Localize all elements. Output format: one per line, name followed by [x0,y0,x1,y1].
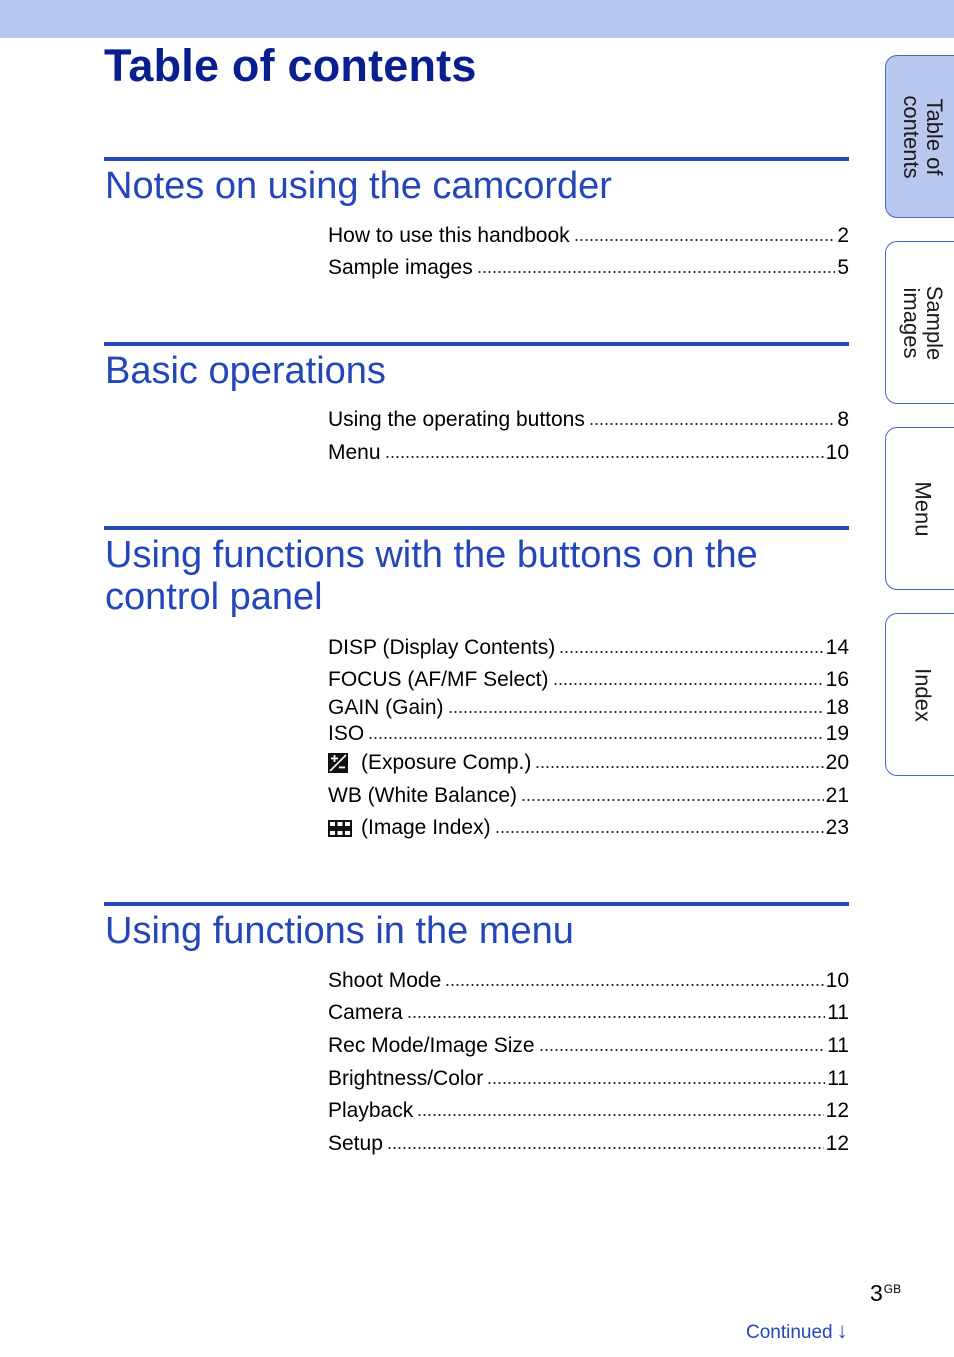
page-ref: 11 [827,1001,849,1024]
page-ref: 23 [825,816,849,839]
leader-dots [477,265,836,275]
down-arrow-icon: ↓ [836,1318,848,1343]
leader-dots [385,450,824,460]
section-rule [104,526,849,530]
leader-dots [407,1010,825,1020]
section-rule [104,342,849,346]
toc-entry-operating-buttons[interactable]: Using the operating buttons 8 [328,408,849,431]
leader-dots [521,793,824,803]
leader-dots [495,825,824,835]
page-ref: 12 [825,1099,849,1122]
page-ref: 12 [825,1132,849,1155]
section-heading: Basic operations [105,350,386,392]
leader-dots [539,1043,826,1053]
image-index-icon [328,820,352,837]
page-ref: 2 [837,224,849,247]
leader-dots [535,760,823,770]
toc-entry-menu[interactable]: Menu 10 [328,441,849,464]
toc-entry-rec-mode[interactable]: Rec Mode/Image Size 11 [328,1034,849,1057]
leader-dots [574,233,836,243]
toc-entry-focus[interactable]: FOCUS (AF/MF Select) 16 [328,668,849,691]
toc-entry-shoot-mode[interactable]: Shoot Mode 10 [328,969,849,992]
section-notes [104,157,849,207]
continued-link[interactable]: Continued ↓ [746,1318,848,1343]
toc-entry-image-index[interactable]: (Image Index) 23 [328,814,849,840]
tab-index[interactable]: Index [885,613,954,776]
section-rule [104,902,849,906]
toc-entry-setup[interactable]: Setup 12 [328,1132,849,1155]
page-ref: 11 [827,1067,849,1090]
toc-entry-exposure-comp[interactable]: (Exposure Comp.) 20 [328,749,849,775]
leader-dots [553,677,824,687]
page-ref: 14 [825,636,849,659]
section-heading: Using functions in the menu [105,910,574,952]
toc-entry-white-balance[interactable]: WB (White Balance) 21 [328,784,849,807]
toc-entry-disp[interactable]: DISP (Display Contents) 14 [328,636,849,659]
section-heading: Notes on using the camcorder [105,165,612,207]
page-number: $3^{GB}$ [870,1280,902,1306]
toc-entry-sample-images[interactable]: Sample images 5 [328,256,849,279]
page-ref: 10 [825,969,849,992]
section-basic-operations [104,342,849,392]
toc-entry-brightness-color[interactable]: Brightness/Color 11 [328,1067,849,1090]
tab-table-of-contents[interactable]: Table of contents [885,55,954,218]
toc-entry-camera[interactable]: Camera 11 [328,1001,849,1024]
tab-sample-images[interactable]: Sample images [885,241,954,404]
page-title: Table of contents [104,40,477,91]
top-header-bar [0,0,954,38]
leader-dots [445,978,823,988]
page-ref: 11 [827,1034,849,1057]
toc-entry-playback[interactable]: Playback 12 [328,1099,849,1122]
leader-dots [387,1141,824,1151]
section-heading: Using functions with the buttons on the control panel [105,534,758,618]
toc-entry-iso[interactable]: ISO 19 [328,722,849,745]
toc-entry-gain[interactable]: GAIN (Gain) 18 [328,696,849,719]
page-ref: 21 [825,784,849,807]
page-ref: 20 [825,751,849,774]
page-ref: 10 [825,441,849,464]
section-rule [104,157,849,161]
tab-menu[interactable]: Menu [885,427,954,590]
leader-dots [448,705,824,715]
page-ref: 18 [825,696,849,719]
leader-dots [368,731,823,741]
toc-entry-how-to-use[interactable]: How to use this handbook 2 [328,224,849,247]
leader-dots [487,1076,825,1086]
page-ref: 8 [837,408,849,431]
page-ref: 5 [837,256,849,279]
exposure-comp-icon [328,753,348,773]
section-menu-functions [104,902,849,952]
leader-dots [589,417,835,427]
page-ref: 19 [825,722,849,745]
leader-dots [559,645,823,655]
page-ref: 16 [825,668,849,691]
section-control-panel [104,526,849,618]
leader-dots [417,1108,823,1118]
